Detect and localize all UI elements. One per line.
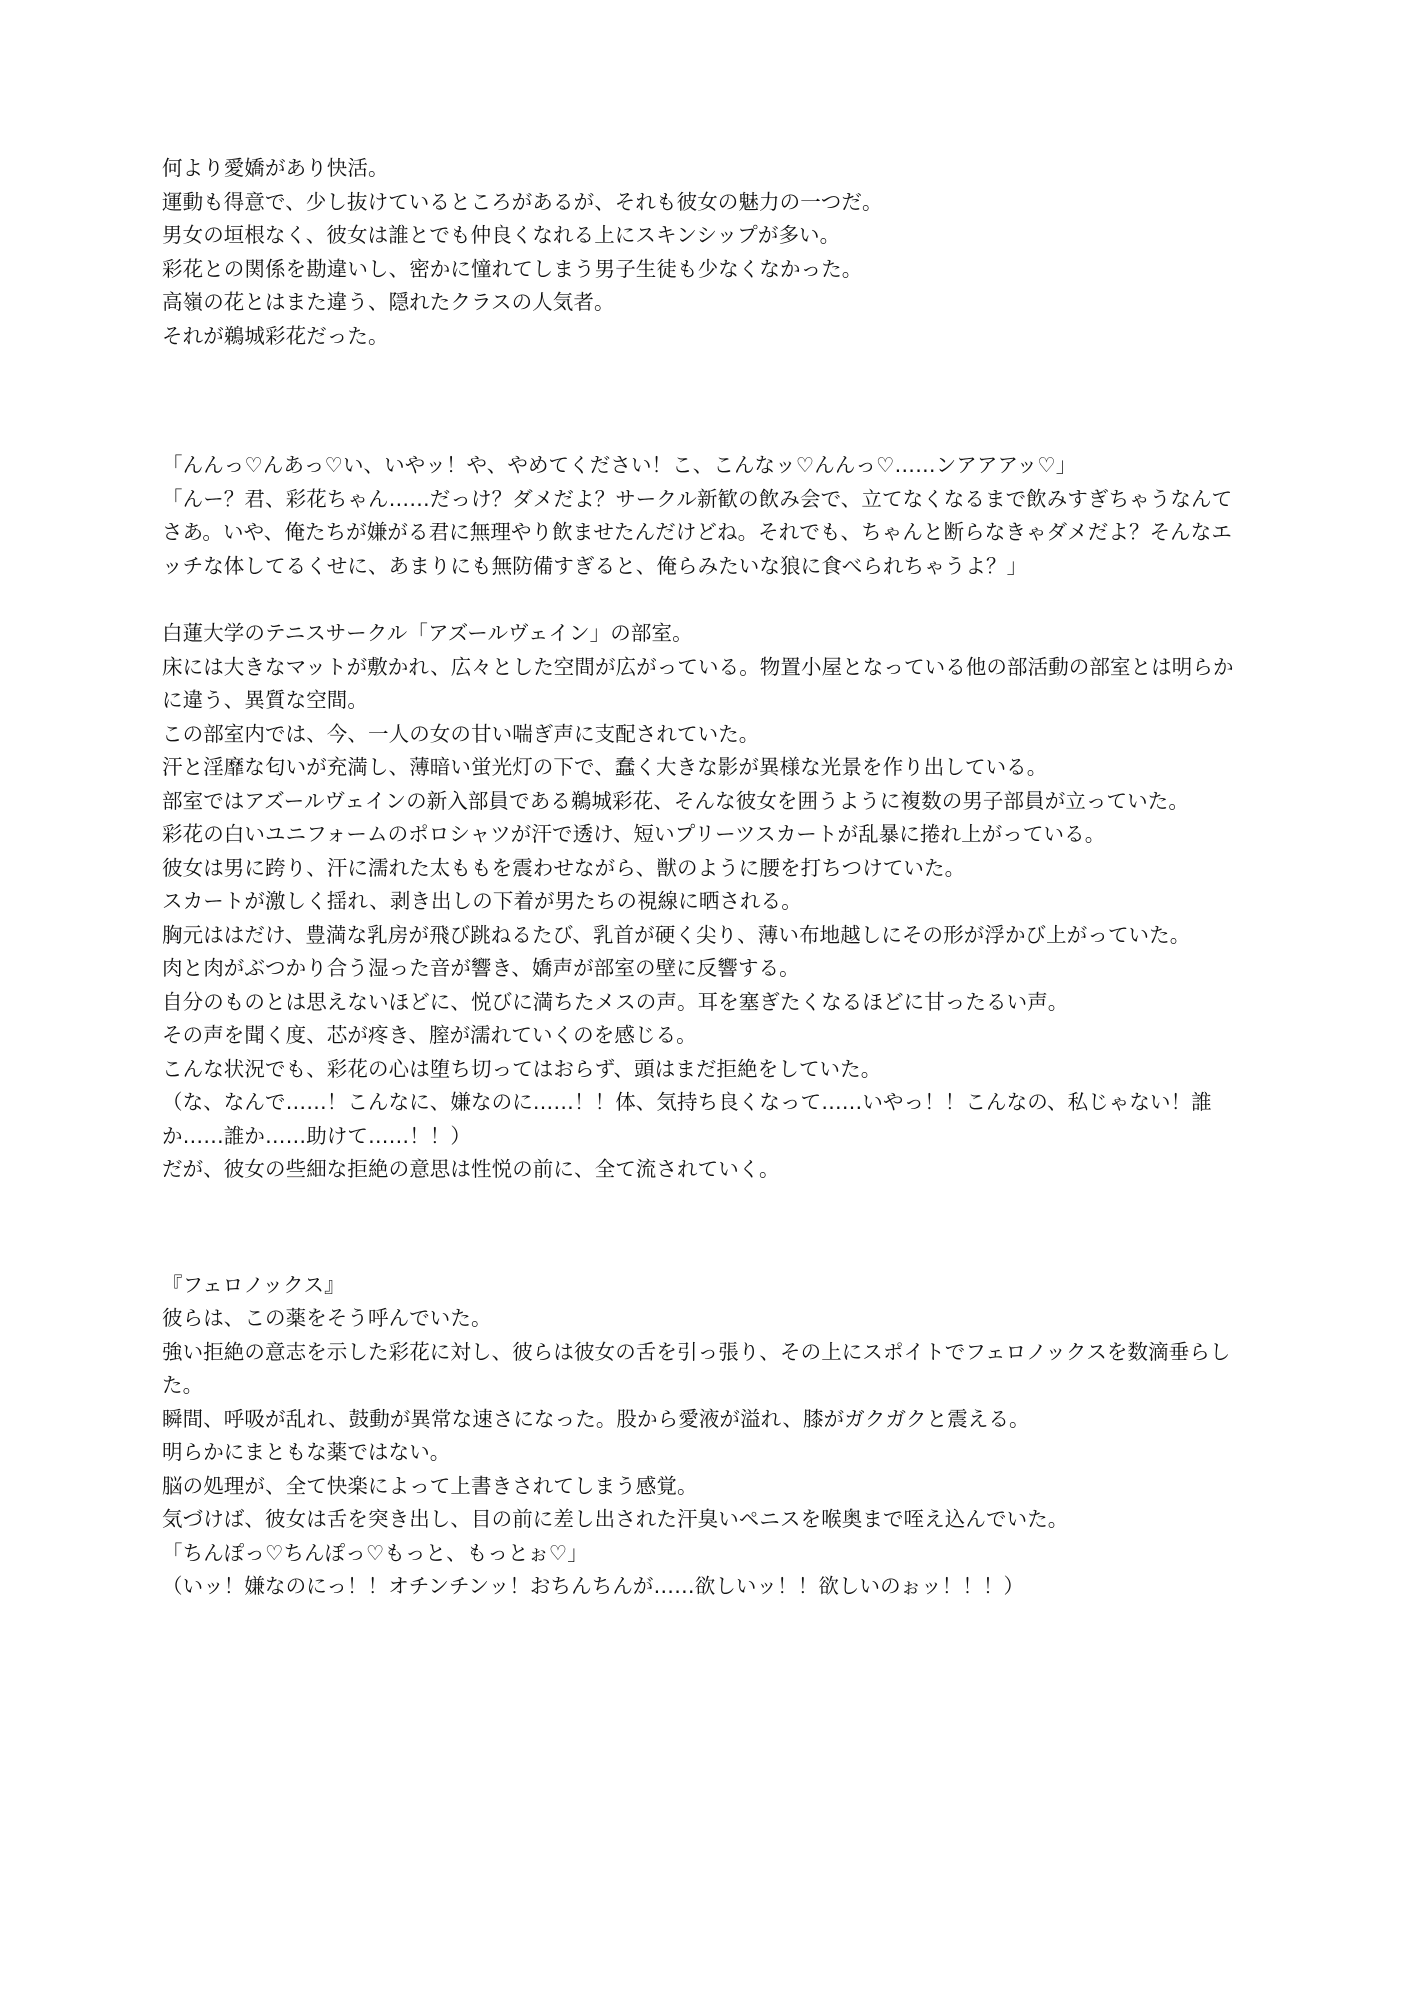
paragraph: 自分のものとは思えないほどに、悦びに満ちたメスの声。耳を塞ぎたくなるほどに甘ったるい声。: [162, 989, 1069, 1014]
document-body: [162, 152, 1252, 1604]
paragraph: それが鵜城彩花だった。: [162, 323, 389, 348]
paragraph: 脳の処理が、全て快楽によって上書きされてしまう感覚。: [162, 1473, 698, 1498]
paragraph: その声を聞く度、芯が疼き、膣が濡れていくのを感じる。: [162, 1023, 697, 1047]
paragraph: 部室ではアズールヴェインの新入部員である鵜城彩花、そんな彼女を囲うように複数の男子部員が立っていた。: [162, 788, 1189, 813]
paragraph: （な、なんで……！こんなに、嫌なのに……！！体、気持ち良くなって……いやっ！！こんなの、私じゃない！誰か……誰か……助けて……！！）: [162, 1090, 1212, 1148]
paragraph: 男女の垣根なく、彼女は誰とでも仲良くなれる上にスキンシップが多い。: [162, 223, 841, 247]
paragraph: （いッ！嫌なのにっ！！オチンチンッ！おちんちんが……欲しいッ！！欲しいのぉッ！！！）: [162, 1574, 1025, 1598]
section-intro: [162, 152, 1252, 353]
paragraph: 彩花の白いユニフォームのポロシャツが汗で透け、短いプリーツスカートが乱暴に捲れ上がっている。: [162, 822, 1106, 846]
paragraph: 何より愛嬌があり快活。: [162, 156, 389, 180]
paragraph: 「んんっ♡んあっ♡い、いやッ！や、やめてください！こ、こんなッ♡んんっ♡……ンアアアッ♡」: [162, 453, 1077, 477]
paragraph: 白蓮大学のテニスサークル「アズールヴェイン」の部室。: [162, 621, 693, 645]
paragraph: 彼らは、この薬をそう呼んでいた。: [162, 1306, 492, 1330]
paragraph: 彩花との関係を勘違いし、密かに憧れてしまう男子生徒も少なくなかった。: [162, 256, 863, 281]
paragraph: 「んー？君、彩花ちゃん……だっけ？ダメだよ？サークル新歓の飲み会で、立てなくなるまで飲みすぎちゃうなんてさあ。いや、俺たちが嫌がる君に無理やり飲ませたんだけどね。それでも、ちゃんと断らなきゃダメだよ？そんなエッチな体してるくせに、あまりにも無防備すぎると、俺らみたいな狼に食べられちゃうよ？」: [162, 486, 1233, 578]
paragraph: 「ちんぽっ♡ちんぽっ♡もっと、もっとぉ♡」: [162, 1540, 588, 1565]
paragraph: 瞬間、呼吸が乱れ、鼓動が異常な速さになった。股から愛液が溢れ、膝がガクガクと震える。: [162, 1406, 1030, 1431]
paragraph: スカートが激しく揺れ、剥き出しの下着が男たちの視線に晒される。: [162, 889, 802, 913]
paragraph: 彼女は男に跨り、汗に濡れた太ももを震わせながら、獣のように腰を打ちつけていた。: [162, 855, 966, 880]
paragraph: 床には大きなマットが敷かれ、広々とした空間が広がっている。物置小屋となっている他の部活動の部室とは明らかに違う、異質な空間。: [162, 654, 1234, 712]
paragraph: この部室内では、今、一人の女の甘い喘ぎ声に支配されていた。: [162, 721, 760, 746]
paragraph: 胸元ははだけ、豊満な乳房が飛び跳ねるたび、乳首が硬く尖り、薄い布地越しにその形が浮かび上がっていた。: [162, 922, 1191, 947]
section-gap: [162, 353, 1252, 449]
paragraph: 強い拒絶の意志を示した彩花に対し、彼らは彼女の舌を引っ張り、その上にスポイトでフェロノックスを数滴垂らした。: [162, 1339, 1231, 1397]
paragraph: 明らかにまともな薬ではない。: [162, 1440, 451, 1464]
paragraph: 肉と肉がぶつかり合う湿った音が響き、嬌声が部室の壁に反響する。: [162, 956, 800, 980]
paragraph: だが、彼女の些細な拒絶の意思は性悦の前に、全て流されていく。: [162, 1157, 780, 1181]
paragraph: こんな状況でも、彩花の心は堕ち切ってはおらず、頭はまだ拒絶をしていた。: [162, 1056, 882, 1081]
section-gap: [162, 583, 1252, 617]
paragraph: 汗と淫靡な匂いが充満し、薄暗い蛍光灯の下で、蠢く大きな影が異様な光景を作り出している。: [162, 755, 1048, 779]
section-gap: [162, 1187, 1252, 1269]
paragraph: 『フェロノックス』: [162, 1272, 345, 1297]
paragraph: 運動も得意で、少し抜けているところがあるが、それも彼女の魅力の一つだ。: [162, 189, 883, 214]
section-feronox: [162, 1269, 1252, 1604]
section-scene-description: [162, 617, 1252, 1187]
paragraph: 気づけば、彼女は舌を突き出し、目の前に差し出された汗臭いペニスを喉奥まで咥え込んでいた。: [162, 1507, 1069, 1531]
section-dialogue-1: [162, 449, 1252, 583]
paragraph: 高嶺の花とはまた違う、隠れたクラスの人気者。: [162, 290, 615, 314]
